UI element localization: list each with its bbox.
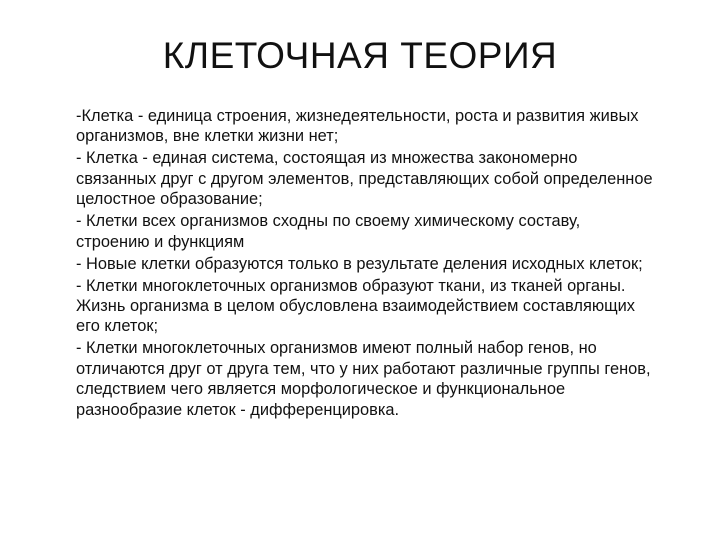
- paragraph-cell-division: - Новые клетки образуются только в результате деления исходных клеток;: [76, 254, 643, 273]
- paragraph-cell-system: - Клетка - единая система, состоящая из множества закономерно связанных друг с другом элементов, представляющих собой определенное целостное образование;: [76, 149, 653, 209]
- paragraph-differentiation: - Клетки многоклеточных организмов имеют полный набор генов, но отличаются друг от друга тем, что у них работают различные группы генов, следствием чего является морфологическое и функциональное разнообразие клеток - дифференцировка.: [76, 339, 651, 419]
- slide-body: [76, 106, 656, 422]
- paragraph-cell-unit: -Клетка - единица строения, жизнедеятельности, роста и развития живых организмов, вне клетки жизни нет;: [76, 107, 639, 146]
- paragraph-tissues-organs: - Клетки многоклеточных организмов образуют ткани, из тканей органы. Жизнь организма в целом обусловлена взаимодействием составляющих его клеток;: [76, 276, 635, 336]
- slide-title: КЛЕТОЧНАЯ ТЕОРИЯ: [162, 35, 558, 76]
- paragraph-cell-similarity: - Клетки всех организмов сходны по своему химическому составу, строению и функциям: [76, 212, 581, 251]
